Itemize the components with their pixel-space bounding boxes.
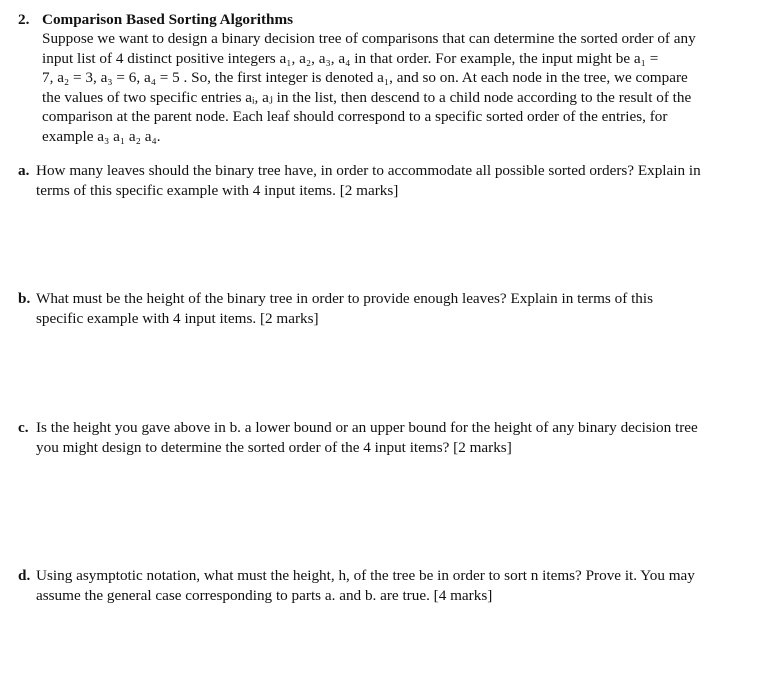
part-text-line: you might design to determine the sorted order of the 4 input items? [2 marks] — [36, 438, 512, 456]
part-text-line: Is the height you gave above in b. a lower bound or an upper bound for the height of any binary decision tree — [36, 419, 698, 436]
question-intro — [42, 29, 747, 146]
part-label: a. — [18, 162, 30, 179]
part-b — [18, 289, 748, 328]
part-a — [18, 161, 748, 200]
part-label: d. — [18, 567, 31, 584]
part-text-line: assume the general case corresponding to parts a. and b. are true. [4 marks] — [36, 586, 493, 604]
part-text-line: What must be the height of the binary tree in order to provide enough leaves? Explain in terms of this — [36, 290, 654, 307]
part-d — [18, 566, 748, 605]
part-label: b. — [18, 290, 31, 307]
part-label: c. — [18, 419, 29, 436]
intro-line: example a₃ a₁ a₂ a₄. — [42, 127, 161, 145]
question-heading — [18, 10, 293, 30]
part-text-line: How many leaves should the binary tree have, in order to accommodate all possible sorted orders? Explain in — [36, 162, 701, 179]
intro-line: 7, a₂ = 3, a₃ = 6, a₄ = 5 . So, the first integer is denoted a₁, and so on. At each node in the tree, we compare — [42, 69, 688, 86]
intro-line: Suppose we want to design a binary decision tree of comparisons that can determine the sorted order of any — [42, 30, 696, 47]
intro-line: input list of 4 distinct positive integers a₁, a₂, a₃, a₄ in that order. For example, the input might be a₁ = — [42, 49, 659, 67]
intro-line: the values of two specific entries aᵢ, aⱼ in the list, then descend to a child node according to the result of the — [42, 88, 692, 106]
part-c — [18, 418, 748, 457]
intro-line: comparison at the parent node. Each leaf should correspond to a specific sorted order of the entries, for — [42, 108, 668, 125]
part-text-line: Using asymptotic notation, what must the height, h, of the tree be in order to sort n items? Prove it. You may — [36, 567, 695, 584]
question-number: 2. — [18, 11, 30, 28]
question-title: Comparison Based Sorting Algorithms — [42, 11, 294, 28]
part-text-line: terms of this specific example with 4 input items. [2 marks] — [36, 181, 399, 199]
part-text-line: specific example with 4 input items. [2 marks] — [36, 309, 319, 327]
